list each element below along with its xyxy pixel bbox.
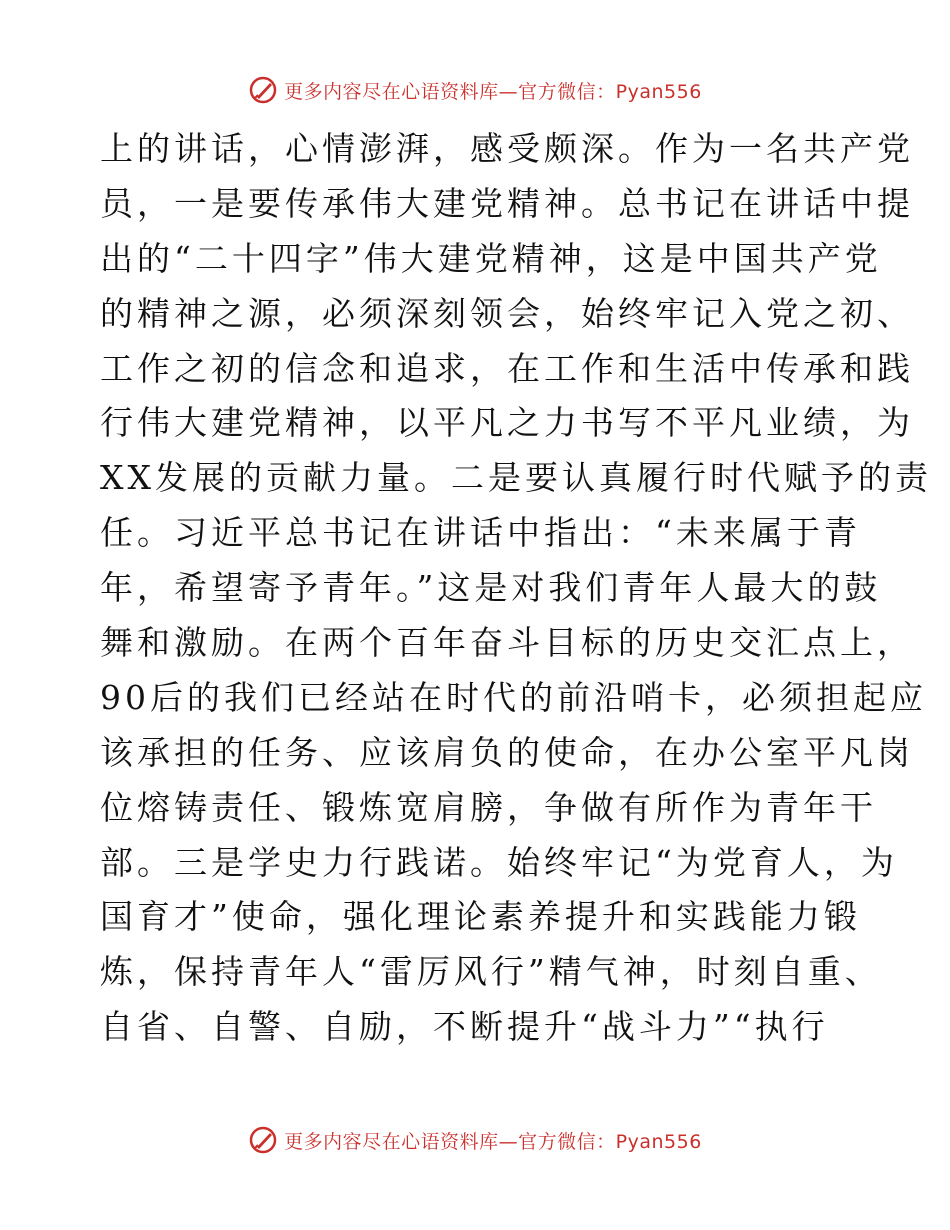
- footer-watermark-banner: [0, 1120, 950, 1160]
- text-line: XX发展的贡献力量。二是要认真履行时代赋予的责: [100, 458, 932, 498]
- text-line: 行伟大建党精神，以平凡之力书写不平凡业绩，为: [100, 403, 914, 443]
- header-banner-text: 更多内容尽在心语资料库—官方微信：Pyan556: [284, 80, 702, 103]
- text-line: 国育才”使命，强化理论素养提升和实践能力锻: [100, 897, 861, 937]
- text-line: 90后的我们已经站在时代的前沿哨卡，必须担起应: [100, 677, 927, 717]
- quill-logo-icon: [248, 75, 278, 105]
- text-line: 年，希望寄予青年。”这是对我们青年人最大的鼓: [100, 568, 882, 608]
- text-line: 员，一是要传承伟大建党精神。总书记在讲话中提: [100, 183, 914, 223]
- text-line: 上的讲话，心情澎湃，感受颇深。作为一名共产党: [100, 129, 914, 168]
- text-line: 部。三是学史力行践诺。始终牢记“为党育人，为: [100, 842, 898, 882]
- quill-logo-icon: [248, 1125, 278, 1155]
- text-line: 舞和激励。在两个百年奋斗目标的历史交汇点上，: [100, 623, 914, 663]
- text-line: 任。习近平总书记在讲话中指出：“未来属于青: [100, 513, 861, 553]
- text-line: 的精神之源，必须深刻领会，始终牢记入党之初、: [100, 293, 914, 333]
- text-line: 工作之初的信念和追求，在工作和生活中传承和践: [100, 348, 914, 388]
- text-line: 位熔铸责任、锻炼宽肩膀，争做有所作为青年干: [100, 787, 877, 827]
- header-watermark-banner: [0, 70, 950, 110]
- footer-banner-text: 更多内容尽在心语资料库—官方微信：Pyan556: [284, 1130, 702, 1153]
- text-line: 出的“二十四字”伟大建党精神，这是中国共产党: [100, 238, 882, 278]
- document-body: [100, 122, 932, 1055]
- text-line: 自省、自警、自励，不断提升“战斗力”“执行: [100, 1007, 829, 1047]
- text-line: 炼，保持青年人“雷厉风行”精气神，时刻自重、: [100, 952, 882, 992]
- text-line: 该承担的任务、应该肩负的使命，在办公室平凡岗: [100, 732, 914, 772]
